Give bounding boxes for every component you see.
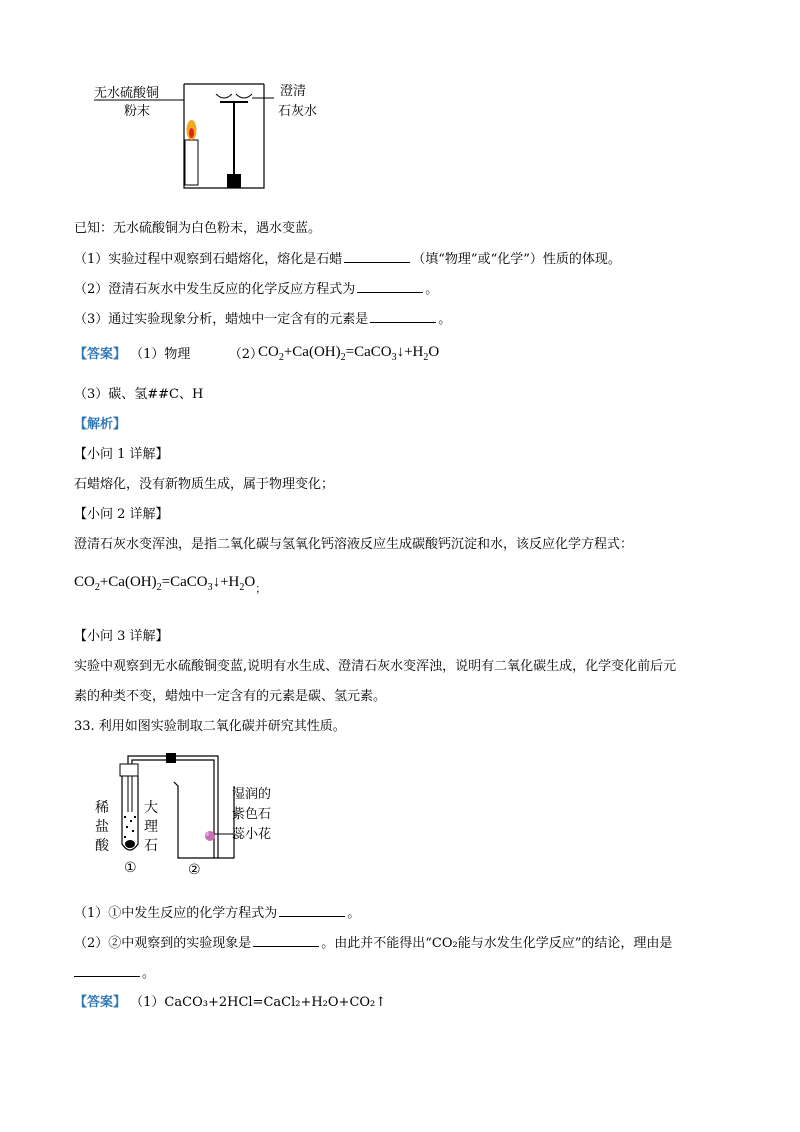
answer-blank [344, 250, 410, 263]
q33-title: 33. 利用如图实验制取二氧化碳并研究其性质。 [74, 719, 346, 734]
subq3-text-1: 实验中观察到无水硫酸铜变蓝,说明有水生成、澄清石灰水变浑浊，说明有二氧化碳生成，化学变化前后元 [74, 659, 677, 674]
equation-end: ； [255, 583, 267, 595]
q33-part2 [74, 934, 672, 953]
answer-tag: 【答案】 [74, 347, 127, 362]
label-flower-1: 湿润的 [232, 787, 272, 802]
analysis-tag: 【解析】 [74, 417, 127, 432]
q33-part2-cont [74, 964, 155, 983]
figure-co2-experiment [92, 752, 312, 878]
label-acid-3: 酸 [95, 838, 109, 854]
label-acid-1: 稀 [95, 800, 109, 816]
q32-part3-text: （3）通过实验现象分析，蜡烛中一定含有的元素是 [74, 312, 369, 327]
subq1-text: 石蜡熔化，没有新物质生成，属于物理变化； [74, 477, 335, 492]
subq1-title: 【小问 1 详解】 [74, 447, 169, 462]
q33-part1-text: （1）①中发生反应的化学方程式为 [74, 906, 278, 921]
equation-answer: $CO_2+Ca(OH)_2=CaCO_3↓+H_2O$ [258, 344, 440, 363]
figure-candle-experiment [88, 78, 368, 193]
equation-analysis: $CO_2+Ca(OH)_2=CaCO_3↓+H_2O_;$ [74, 574, 267, 595]
answer-32-1: （1）物理 [130, 347, 191, 362]
subq2-text: 澄清石灰水变浑浊，是指二氧化碳与氢氧化钙溶液反应生成碳酸钙沉淀和水，该反应化学方程式： [74, 537, 634, 552]
answer-blank [253, 934, 319, 947]
label-flower-2: 紫色石 [232, 807, 272, 822]
q32-part2 [74, 280, 438, 299]
answer-blank [74, 964, 140, 977]
label-limewater-1: 澄清 [280, 84, 307, 99]
answer-32 [74, 346, 263, 364]
known-info: 已知：无水硫酸铜为白色粉末，遇水变蓝。 [74, 221, 322, 236]
label-marble-3: 石 [144, 838, 158, 854]
label-limewater-2: 石灰水 [278, 104, 318, 119]
q33-part2-end: 。 [142, 966, 156, 981]
subq3-text-2: 素的种类不变，蜡烛中一定含有的元素是碳、氢元素。 [74, 689, 387, 704]
q33-part1 [74, 904, 360, 923]
label-marble-2: 理 [144, 819, 158, 835]
q32-part3 [74, 310, 451, 329]
label-flower-3: 蕊小花 [232, 827, 272, 842]
answer-32-2-prefix: （2） [228, 347, 263, 362]
label-copper-sulfate-2: 粉末 [124, 104, 151, 119]
label-acid-2: 盐 [95, 819, 109, 835]
answer-blank [357, 280, 423, 293]
q32-part2-tail: 。 [425, 282, 439, 297]
q32-part1-tail: （填“物理”或“化学”）性质的体现。 [412, 252, 621, 267]
q32-part3-tail: 。 [438, 312, 452, 327]
q32-part2-text: （2）澄清石灰水中发生反应的化学反应方程式为 [74, 282, 356, 297]
q32-part1-text: （1）实验过程中观察到石蜡熔化，熔化是石蜡 [74, 252, 343, 267]
q33-part1-tail: 。 [347, 906, 361, 921]
subq3-title: 【小问 3 详解】 [74, 629, 169, 644]
answer-33-1: （1）CaCO₃+2HCl=CaCl₂+H₂O+CO₂↑ [130, 995, 387, 1010]
label-marble-1: 大 [144, 800, 158, 816]
label-copper-sulfate-1: 无水硫酸铜 [94, 86, 160, 101]
answer-tag: 【答案】 [74, 995, 127, 1010]
subq2-title: 【小问 2 详解】 [74, 507, 169, 522]
answer-blank [370, 310, 436, 323]
answer-33 [74, 994, 386, 1012]
q33-part2-tail: 。由此并不能得出“CO₂能与水发生化学反应”的结论，理由是 [321, 936, 673, 951]
label-circle-2: ② [188, 862, 201, 878]
q32-part1 [74, 250, 621, 269]
answer-32-3: （3）碳、氢##C、H [74, 387, 204, 402]
q33-part2-text: （2）②中观察到的实验现象是 [74, 936, 252, 951]
answer-blank [279, 904, 345, 917]
label-circle-1: ① [124, 860, 137, 876]
